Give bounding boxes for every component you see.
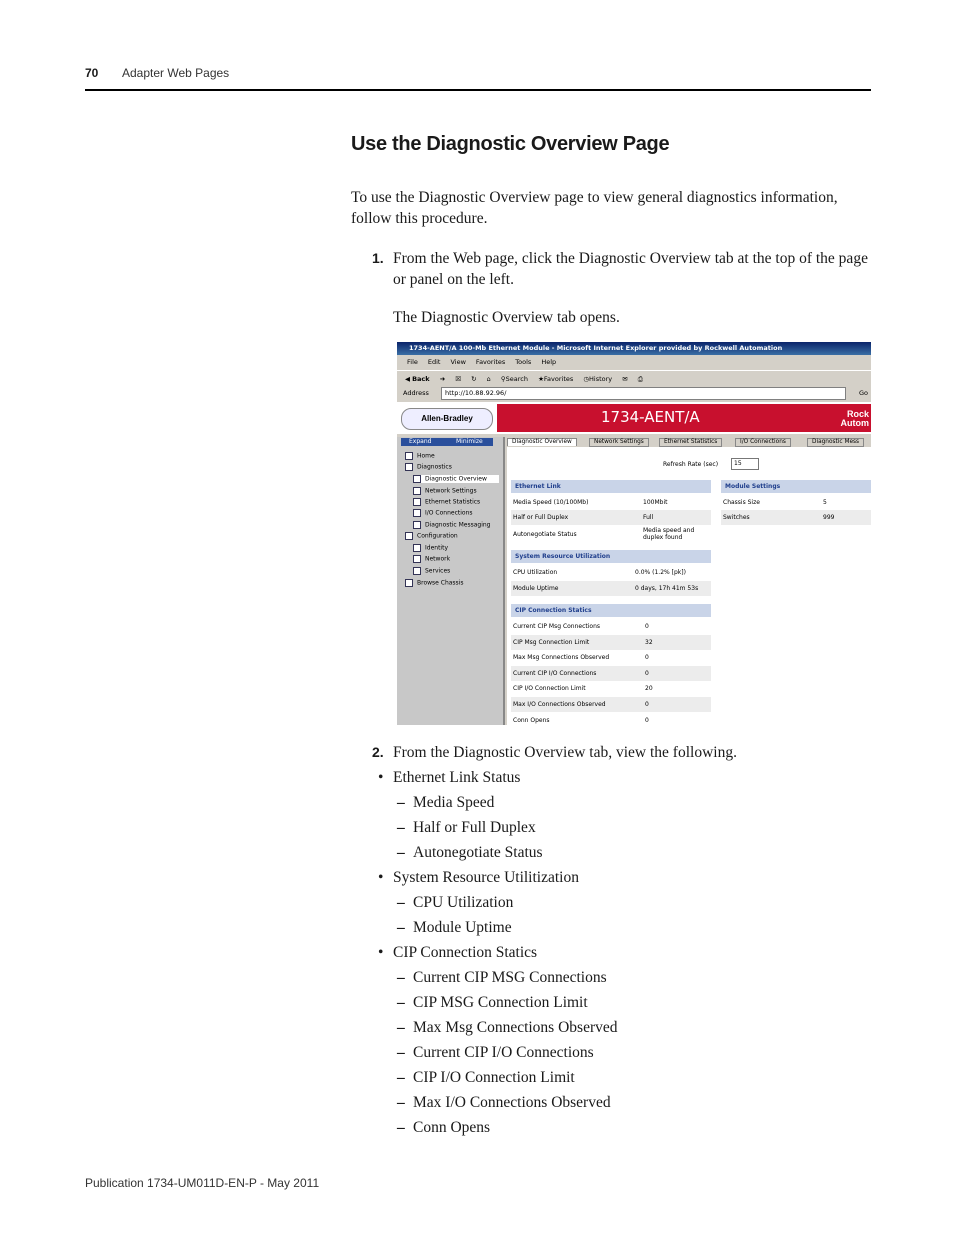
nav-identity[interactable]: Identity [413,544,448,552]
diagnostic-overview-screenshot [397,342,871,725]
step-1-result: The Diagnostic Overview tab opens. [393,309,620,326]
address-bar [397,386,871,401]
nav-diagnostics[interactable]: Diagnostics [405,463,452,471]
page-icon [413,475,421,483]
refresh-rate-input[interactable]: 15 [731,458,759,470]
nav-diagnostic-messaging[interactable]: Diagnostic Messaging [413,521,490,529]
window-title: 1734-AENT/A 100-Mb Ethernet Module - Microsoft Internet Explorer provided by Rockwell Automation [397,342,871,355]
menu-edit[interactable]: Edit [427,358,441,366]
page-number: 70 [85,66,99,80]
nav-header [401,438,493,446]
tab-network-settings[interactable]: Network Settings [589,438,649,447]
page-icon [413,487,421,495]
tab-diagnostic-overview[interactable]: Diagnostic Overview [507,438,577,446]
menu-favorites[interactable]: Favorites [475,358,506,366]
step-text: From the Web page, click the Diagnostic Overview tab at the top of the page or panel on the left. [393,250,868,288]
forward-icon[interactable]: ➜ [439,375,446,383]
module-banner [397,402,871,434]
table-row: Max I/O Connections Observed 0 [511,697,711,712]
table-row: Chassis Size 5 [723,499,827,506]
menu-tools[interactable]: Tools [515,358,532,366]
page-icon [413,521,421,529]
table-row: Current CIP I/O Connections 0 [511,666,711,681]
minimize-button[interactable]: Minimize [456,438,483,445]
page-icon [413,509,421,517]
expand-button[interactable]: Expand [409,438,432,445]
step-number: 2. [372,744,384,760]
step-number: 1. [372,250,384,266]
tab-ethernet-statistics[interactable]: Ethernet Statistics [659,438,722,447]
table-row: Conn Opens 0 [513,717,649,724]
table-row: Max Msg Connections Observed 0 [513,654,649,661]
table-row: Module Uptime 0 days, 17h 41m 53s [511,581,711,596]
table-row: CIP Msg Connection Limit 32 [511,635,711,650]
home-icon[interactable]: ⌂ [486,375,491,383]
go-button[interactable]: Go [859,389,869,397]
cip-connection-header: CIP Connection Statics [511,604,711,617]
folder-icon [405,463,413,471]
header-rule [85,89,871,91]
nav-browse-chassis[interactable]: Browse Chassis [405,579,463,587]
table-row: Autonegotiate Status Media speed and duplex found [513,527,695,541]
address-input[interactable]: http://10.88.92.96/ [441,387,846,400]
nav-network[interactable]: Network [413,555,450,563]
back-button[interactable]: ◀ Back [405,375,430,383]
print-icon[interactable]: ⎙ [637,375,643,383]
refresh-rate-label: Refresh Rate (sec) [663,461,719,468]
mail-icon[interactable]: ✉ [622,375,628,383]
section-heading: Use the Diagnostic Overview Page [351,133,670,155]
intro-paragraph: To use the Diagnostic Overview page to view general diagnostics information, follow this procedure. [351,189,838,227]
table-row: CIP I/O Connection Limit 20 [513,685,653,692]
table-row: CPU Utilization 0.0% (1.2% [pk]) [513,569,686,576]
page-icon [405,579,413,587]
banner-red-band [497,404,871,432]
address-label: Address [403,389,429,397]
nav-home[interactable]: Home [405,452,435,460]
search-button[interactable]: ⚲Search [500,375,528,383]
tab-strip [507,438,871,446]
menu-view[interactable]: View [450,358,466,366]
menu-file[interactable]: File [407,358,418,366]
browser-toolbar [397,370,871,387]
ethernet-link-header: Ethernet Link [511,480,711,493]
left-nav-panel [397,437,505,725]
page-icon [413,498,421,506]
publication-footer: Publication 1734-UM011D-EN-P - May 2011 [85,1176,320,1190]
page-icon [413,544,421,552]
module-model: 1734-AENT/A [601,408,700,426]
step-text: From the Diagnostic Overview tab, view the following. [393,744,737,761]
nav-ethernet-statistics[interactable]: Ethernet Statistics [413,498,480,506]
module-settings-header: Module Settings [721,480,871,493]
history-button[interactable]: ◷History [583,375,613,383]
favorites-button[interactable]: ★Favorites [538,375,574,383]
table-row: Media Speed (10/100Mb) 100Mbit [513,499,668,506]
nav-diagnostic-overview[interactable]: Diagnostic Overview [413,475,499,483]
refresh-icon[interactable]: ↻ [471,375,477,383]
menu-bar [397,356,871,369]
tab-io-connections[interactable]: I/O Connections [735,438,791,447]
nav-configuration[interactable]: Configuration [405,532,458,540]
system-resource-header: System Resource Utilization [511,550,711,563]
stop-icon[interactable]: ☒ [455,375,462,383]
table-row: Switches 999 [721,510,871,525]
table-row: Half or Full Duplex Full [511,510,711,525]
nav-network-settings[interactable]: Network Settings [413,487,477,495]
page-icon [405,452,413,460]
diagnostic-content [507,447,871,725]
tab-diagnostic-messaging[interactable]: Diagnostic Mess [807,438,864,447]
diagnostic-items-list: • Ethernet Link Status – Media Speed – Half or Full Duplex – Autonegotiate Status • System Resource Utilitization – CPU Utilization – Module Uptime • CIP Connection Statics – Current CIP MSG Connections – CIP MSG Connection Limit – Max Msg Connections Observed – Current CIP I/O Connections – CIP I/O Connection Limit – Max I/O Connections Observed – Conn Opens [378,769,618,1136]
nav-services[interactable]: Services [413,567,450,575]
page-icon [413,555,421,563]
running-header: Adapter Web Pages [122,66,230,80]
table-row: Current CIP Msg Connections 0 [513,623,649,630]
rockwell-logo: Rock Autom [840,409,869,428]
folder-icon [405,532,413,540]
menu-help[interactable]: Help [541,358,557,366]
allen-bradley-logo: Allen-Bradley [401,408,493,430]
nav-io-connections[interactable]: I/O Connections [413,509,473,517]
page-icon [413,567,421,575]
